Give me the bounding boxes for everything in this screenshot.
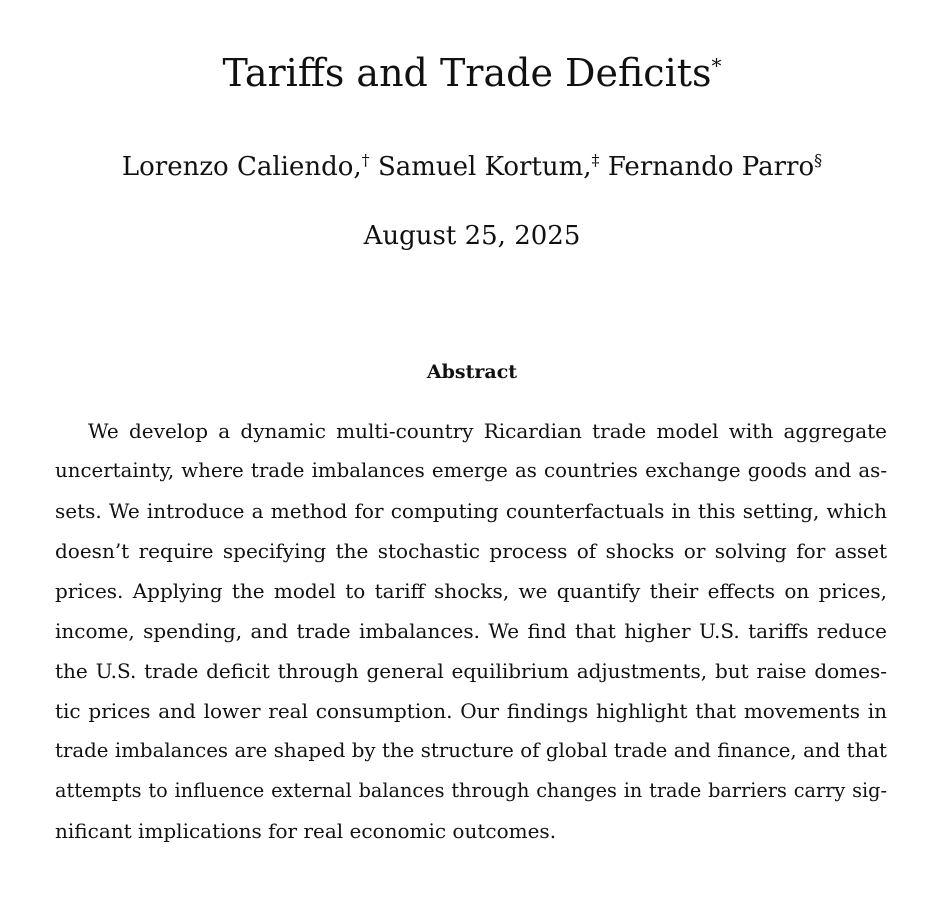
author-footnote-mark: † [361, 150, 370, 170]
abstract-line: We develop a dynamic multi-country Ricardian trade model with aggregate [88, 419, 887, 443]
paper-title [0, 48, 944, 98]
title-footnote-mark: * [711, 53, 722, 78]
abstract-line: tic prices and lower real consumption. Our findings highlight that movements in [55, 699, 887, 723]
abstract-line: income, spending, and trade imbalances. We find that higher U.S. tariffs reduce [55, 619, 887, 643]
author-footnote-mark: § [814, 150, 823, 170]
abstract-line: doesn’t require specifying the stochastic process of shocks or solving for asset [55, 539, 887, 563]
paper-title-text: Tariffs and Trade Deficits [222, 51, 712, 95]
author-footnote-mark: ‡ [591, 150, 600, 170]
abstract-line: attempts to influence external balances through changes in trade barriers carry sig- [55, 779, 887, 802]
abstract-line: uncertainty, where trade imbalances emerge as countries exchange goods and as- [55, 459, 887, 482]
author-name: Lorenzo Caliendo, [121, 152, 362, 182]
abstract-body [55, 411, 887, 851]
author-list [0, 149, 944, 185]
author-name: Fernando Parro [607, 152, 815, 182]
abstract-line: trade imbalances are shaped by the structure of global trade and finance, and that [55, 739, 887, 762]
abstract-line: prices. Applying the model to tariff shocks, we quantify their effects on prices, [55, 579, 887, 603]
abstract-heading: Abstract [426, 361, 518, 383]
paper-date: August 25, 2025 [363, 221, 581, 251]
abstract-line: the U.S. trade deficit through general equilibrium adjustments, but raise domes- [55, 659, 887, 683]
abstract-line: sets. We introduce a method for computing counterfactuals in this setting, which [55, 499, 887, 523]
abstract-line: nificant implications for real economic outcomes. [55, 819, 557, 843]
author-name: Samuel Kortum, [377, 152, 592, 182]
